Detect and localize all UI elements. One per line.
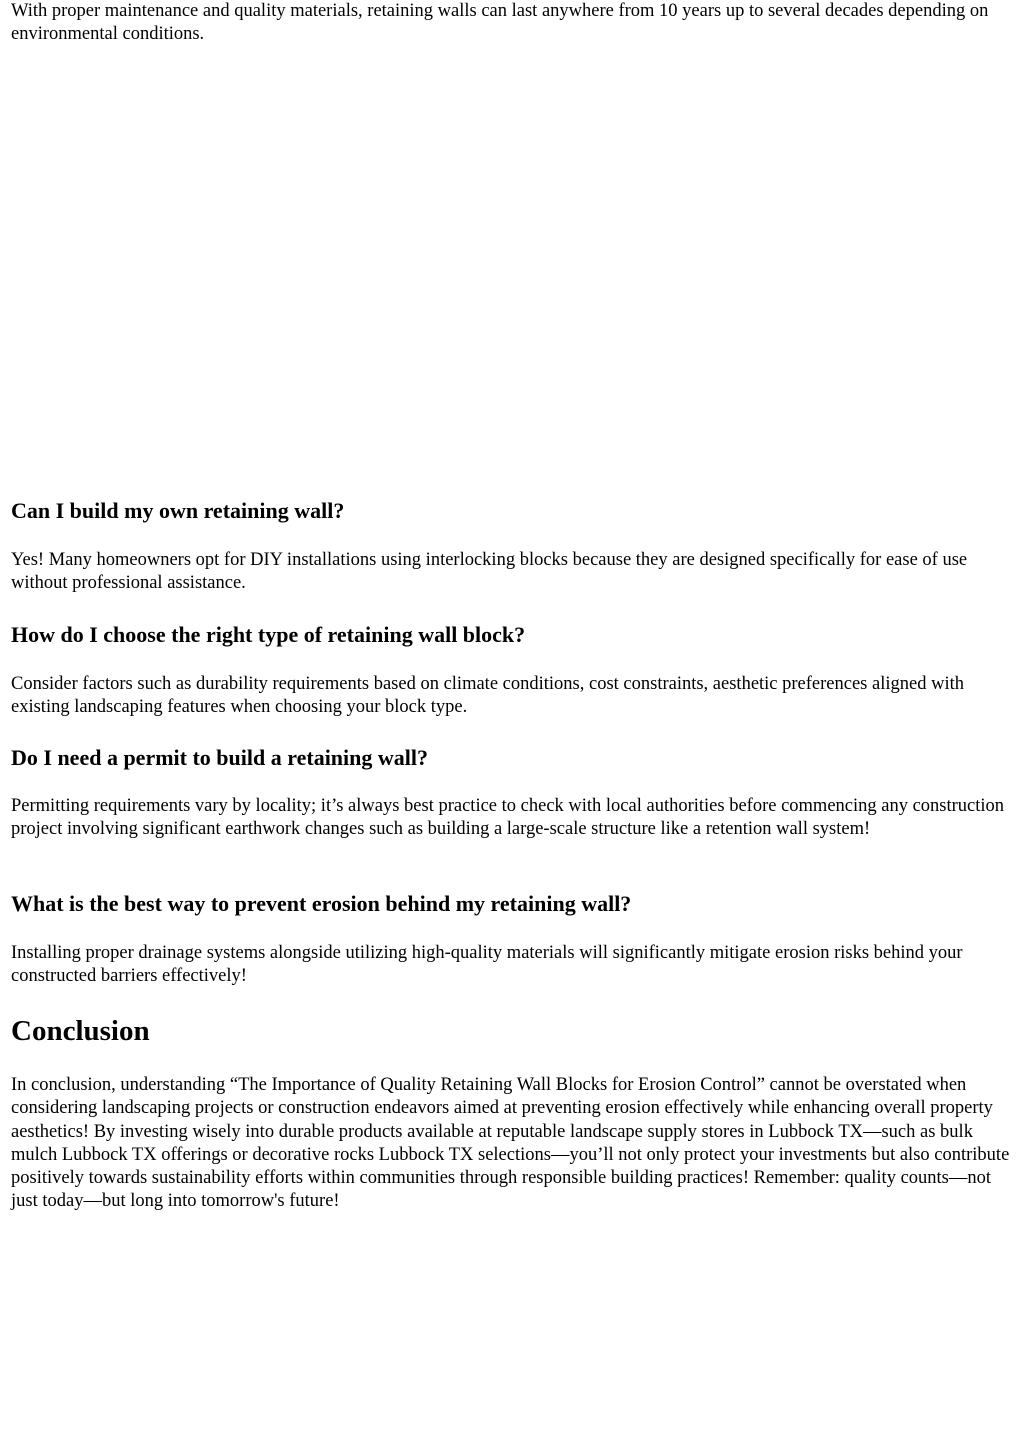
faq-question-prevent-erosion: What is the best way to prevent erosion behind my retaining wall? xyxy=(11,891,632,916)
faq-question-choose-block-type: How do I choose the right type of retaining wall block? xyxy=(11,622,526,647)
intro-paragraph: With proper maintenance and quality materials, retaining walls can last anywhere from 10 years up to several decades depending on environmental conditions. xyxy=(11,1,989,45)
faq-question-permit: Do I need a permit to build a retaining wall? xyxy=(11,745,429,770)
faq-answer-build-own-wall: Yes! Many homeowners opt for DIY installations using interlocking blocks because they are designed specifically for ease of use without professional assistance. xyxy=(11,550,968,594)
faq-question-build-own-wall: Can I build my own retaining wall? xyxy=(11,498,345,523)
faq-answer-prevent-erosion: Installing proper drainage systems alongside utilizing high-quality materials will significantly mitigate erosion risks behind your constructed barriers effectively! xyxy=(11,943,963,987)
faq-answer-permit: Permitting requirements vary by locality; it’s always best practice to check with local authorities before commencing any construction project involving significant earthwork changes such as building a large-scale structure like a retention wall system! xyxy=(11,796,1005,840)
conclusion-paragraph: In conclusion, understanding “The Importance of Quality Retaining Wall Blocks for Erosion Control” cannot be overstated when considering landscaping projects or construction endeavors aimed at preventing erosion effectively while enhancing overall property aesthetics! By investing wisely into durable products available at reputable landscape supply stores in Lubbock TX—such as bulk mulch Lubbock TX offerings or decorative rocks Lubbock TX selections—you’ll not only protect your investments but also contribute positively towards sustainability efforts within communities through responsible building practices! Remember: quality counts—not just today—but long into tomorrow's future! xyxy=(11,1075,1010,1212)
empty-content-area xyxy=(11,58,1014,488)
conclusion-heading: Conclusion xyxy=(11,1015,150,1047)
faq-answer-choose-block-type: Consider factors such as durability requirements based on climate conditions, cost constraints, aesthetic preferences aligned with existing landscaping features when choosing your block type. xyxy=(11,674,964,718)
